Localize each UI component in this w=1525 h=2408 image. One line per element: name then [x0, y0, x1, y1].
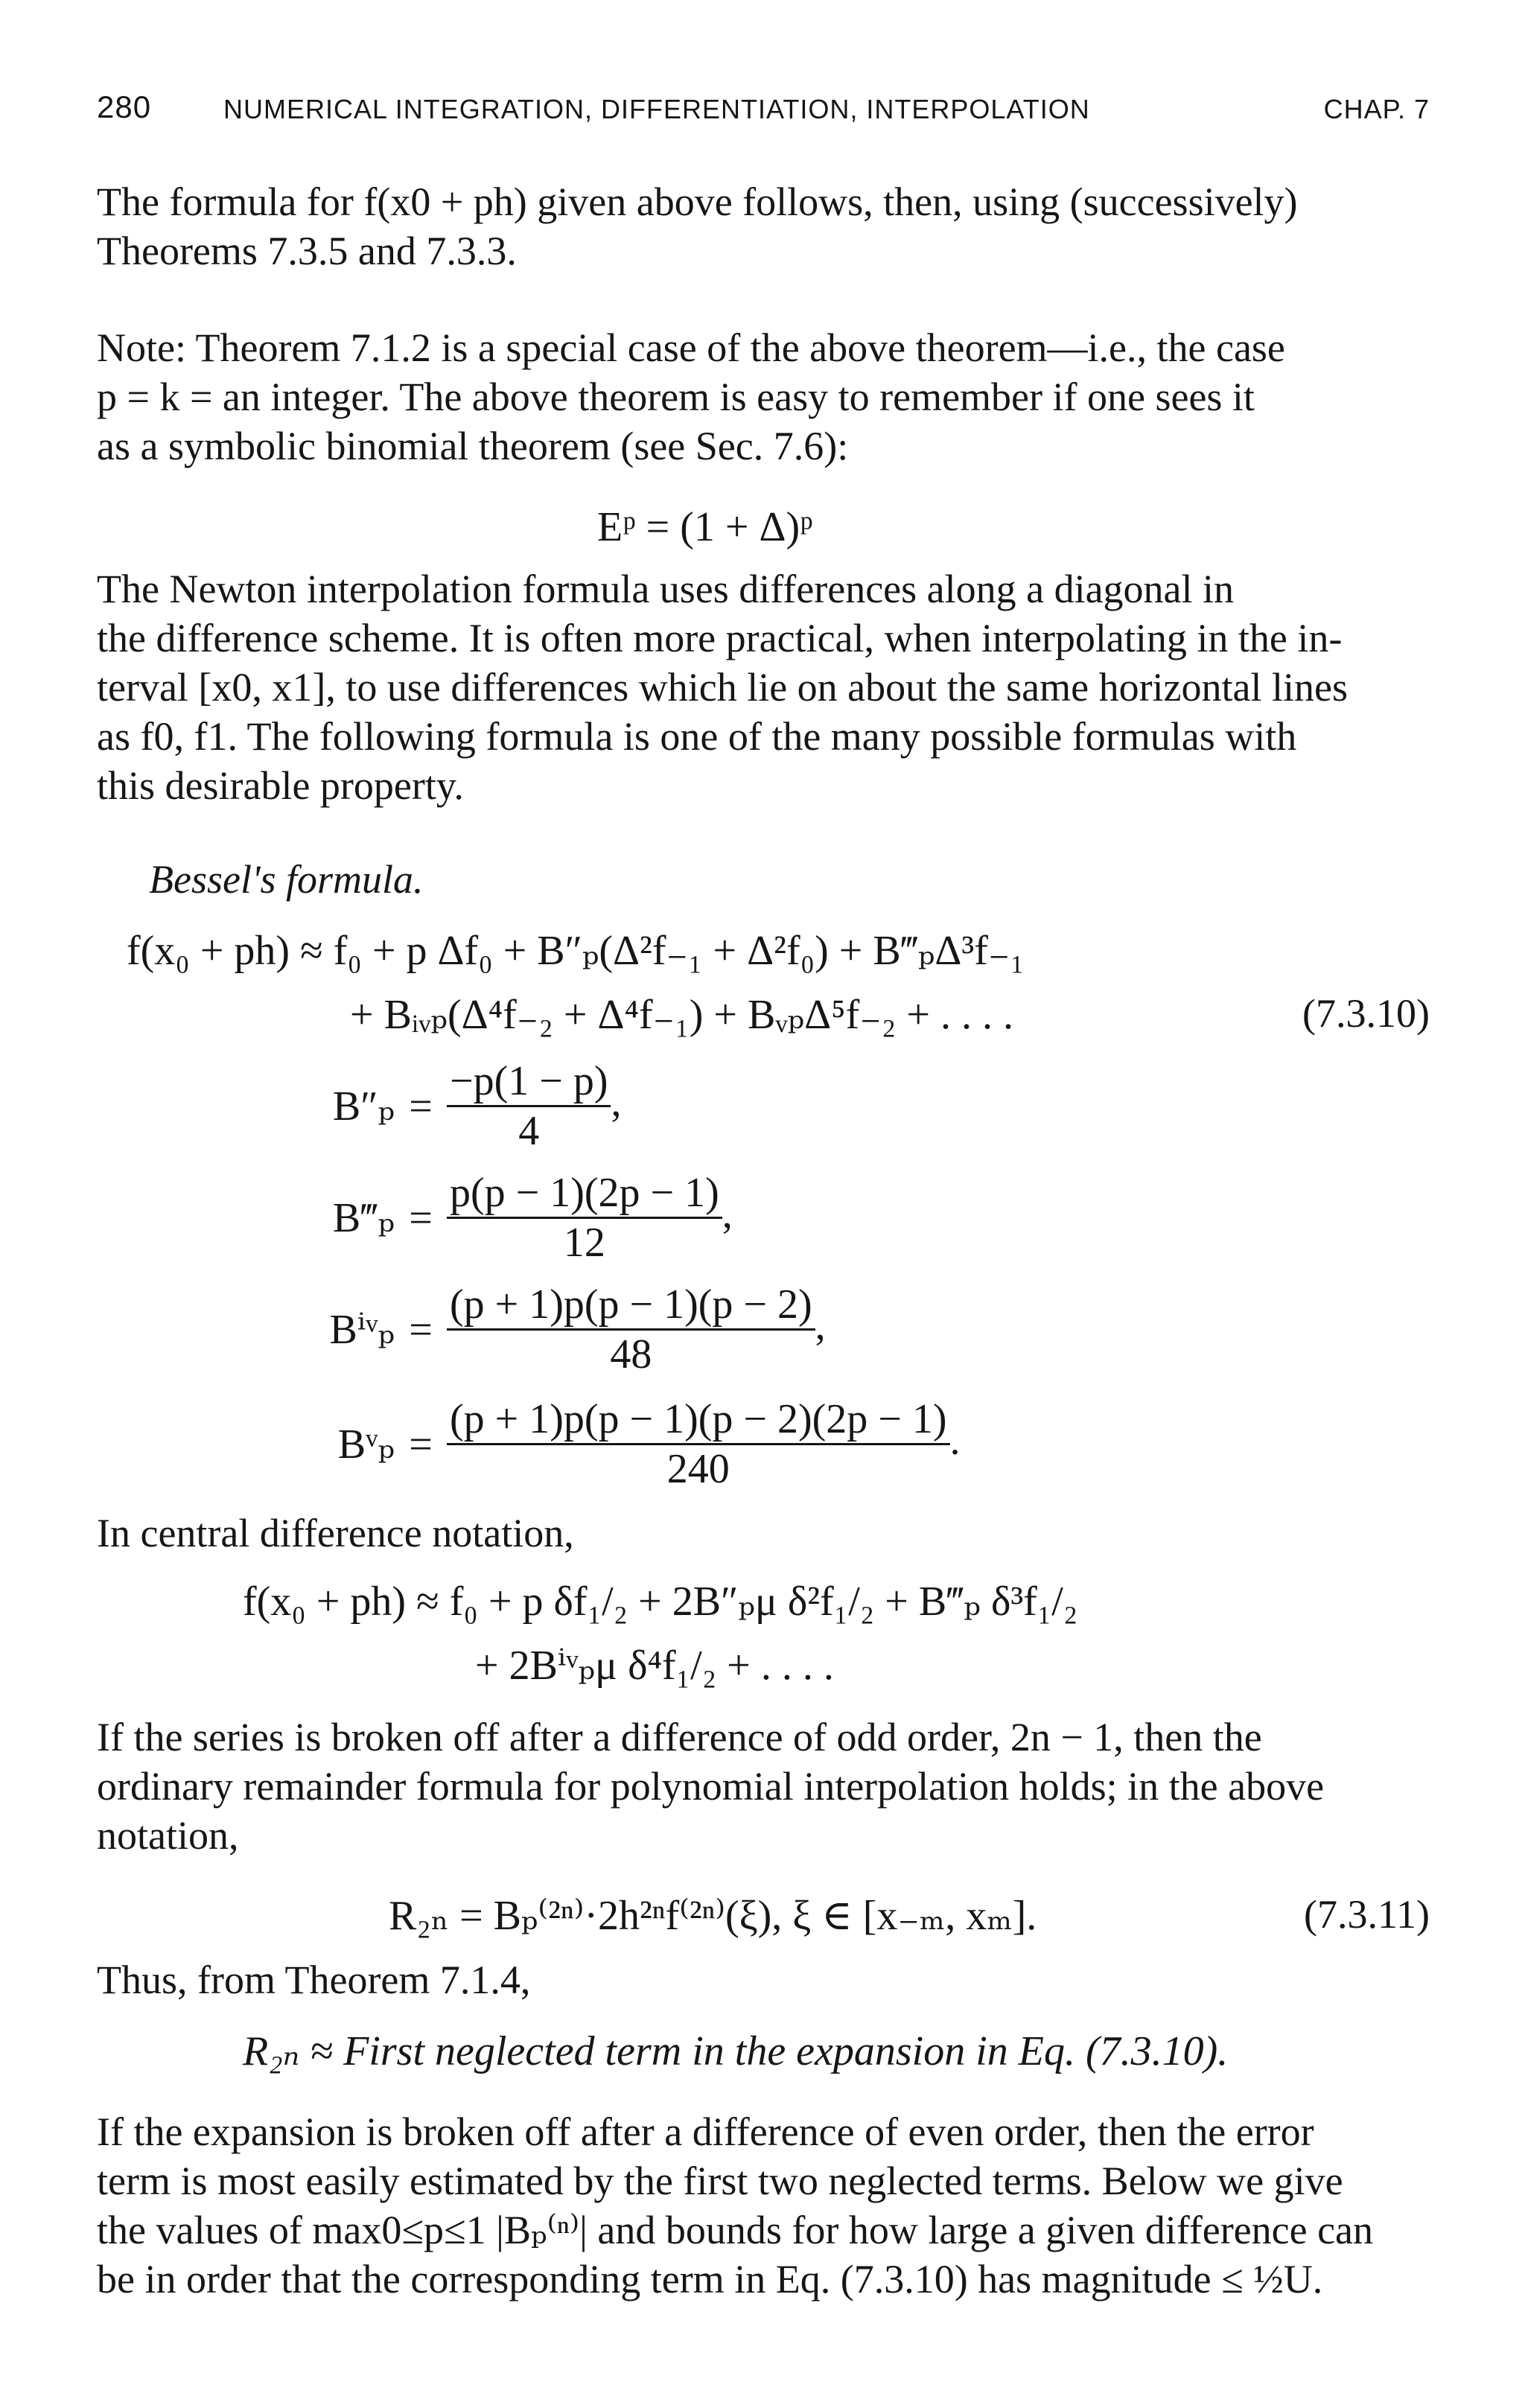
text-line: p = k = an integer. The above theorem is easy to remember if one sees it — [97, 375, 1255, 419]
central-difference-line-1: f(x₀ + ph) ≈ f₀ + p δf₁/₂ + 2B″ₚμ δ²f₁/₂ + B‴ₚ δ³f₁/₂ — [243, 1579, 1078, 1625]
text-line: as f0, f1. The following formula is one of the many possible formulas with — [97, 714, 1297, 759]
symbolic-binomial-equation: Eᵖ = (1 + Δ)ᵖ — [597, 504, 813, 550]
coefficient-fraction: $\frac{(p + 1)p(p - 1)(p - 2)(2p - 1)}{240}$ — [447, 1395, 950, 1493]
remainder-formula: R₂ₙ = Bₚ⁽²ⁿ⁾·2h²ⁿf⁽²ⁿ⁾(ξ), ξ ∈ [x₋ₘ, xₘ]. — [389, 1893, 1037, 1939]
text-line: as a symbolic binomial theorem (see Sec. 7.6): — [97, 424, 849, 468]
text-line: this desirable property. — [97, 763, 464, 808]
text-line: If the expansion is broken off after a difference of even order, then the error — [97, 2109, 1314, 2154]
coefficient-b4: Bⁱᵛₚ = $\frac{(p + 1)p(p - 1)(p - 2)}{48}$ , — [283, 1281, 826, 1378]
bessel-formula-line-1: f(x₀ + ph) ≈ f₀ + p Δf₀ + B″ₚ(Δ²f₋₁ + Δ²f₀) + B‴ₚΔ³f₋₁ — [127, 928, 1025, 974]
page-number: 280 — [97, 89, 152, 124]
equation-number-7-3-10: (7.3.10) — [1302, 991, 1430, 1036]
bessel-formula-line-2: + Bᵢᵥₚ(Δ⁴f₋₂ + Δ⁴f₋₁) + BᵥₚΔ⁵f₋₂ + . . . . — [350, 992, 1013, 1038]
thus-line — [97, 1955, 1430, 2004]
text-line: notation, — [97, 1813, 239, 1858]
coefficient-fraction: $\frac{(p + 1)p(p - 1)(p - 2)}{48}$ — [447, 1281, 815, 1378]
text-line: The formula for f(x0 + ph) given above follows, then, using (successively) — [97, 179, 1298, 224]
coefficient-b3: B‴ₚ = $\frac{p(p - 1)(2p - 1)}{12}$ , — [283, 1169, 733, 1267]
coefficient-b2: B″ₚ = $\frac{-p(1 - p)}{4}$ , — [283, 1057, 621, 1155]
text-line: Note: Theorem 7.1.2 is a special case of the above theorem—i.e., the case — [97, 325, 1285, 370]
paragraph-newton-interpolation — [97, 564, 1430, 810]
text-line: terval [x0, x1], to use differences which lie on about the same horizontal lines — [97, 665, 1348, 710]
paragraph-odd-order — [97, 1713, 1430, 1860]
text-line: be in order that the corresponding term in Eq. (7.3.10) has magnitude ≤ ½U. — [97, 2257, 1323, 2302]
text-line: the difference scheme. It is often more practical, when interpolating in the in- — [97, 616, 1343, 660]
bessel-formula-heading: Bessel's formula. — [149, 857, 424, 902]
chapter-title: NUMERICAL INTEGRATION, DIFFERENTIATION, INTERPOLATION — [223, 94, 1090, 124]
coefficient-symbol: B″ₚ — [332, 1083, 395, 1130]
text-line: the values of max0≤p≤1 |Bₚ⁽ⁿ⁾| and bounds for how large a given difference can — [97, 2208, 1374, 2252]
central-difference-line-2: + 2Bⁱᵛₚμ δ⁴f₁/₂ + . . . . — [475, 1643, 834, 1689]
paragraph-note — [97, 323, 1430, 471]
coefficient-symbol: Bᵛₚ — [337, 1421, 395, 1468]
text-line: ordinary remainder formula for polynomial interpolation holds; in the above — [97, 1764, 1325, 1809]
coefficient-fraction: $\frac{-p(1 - p)}{4}$ — [447, 1057, 611, 1155]
running-header — [97, 89, 1430, 134]
text-line: The Newton interpolation formula uses differences along a diagonal in — [97, 567, 1235, 611]
paragraph-even-order — [97, 2107, 1430, 2304]
text-line: term is most easily estimated by the first two neglected terms. Below we give — [97, 2159, 1343, 2203]
chapter-label: CHAP. 7 — [1323, 94, 1430, 124]
paragraph-formula-follows — [97, 177, 1430, 275]
text-line: Thus, from Theorem 7.1.4, — [97, 1958, 531, 2002]
text-line: In central difference notation, — [97, 1511, 574, 1555]
equation-number-7-3-11: (7.3.11) — [1304, 1892, 1430, 1937]
text-line: Theorems 7.3.5 and 7.3.3. — [97, 229, 517, 273]
coefficient-symbol: B‴ₚ — [332, 1195, 395, 1241]
first-neglected-term-statement: R₂ₙ ≈ First neglected term in the expansion in Eq. (7.3.10). — [243, 2028, 1229, 2074]
text-line: If the series is broken off after a difference of odd order, 2n − 1, then the — [97, 1715, 1262, 1759]
coefficient-b5: Bᵛₚ = $\frac{(p + 1)p(p - 1)(p - 2)(2p - 1)}{240}$ . — [283, 1395, 961, 1493]
coefficient-fraction: $\frac{p(p - 1)(2p - 1)}{12}$ — [447, 1169, 722, 1267]
coefficient-symbol: Bⁱᵛₚ — [329, 1307, 395, 1353]
central-difference-intro — [97, 1509, 1430, 1558]
